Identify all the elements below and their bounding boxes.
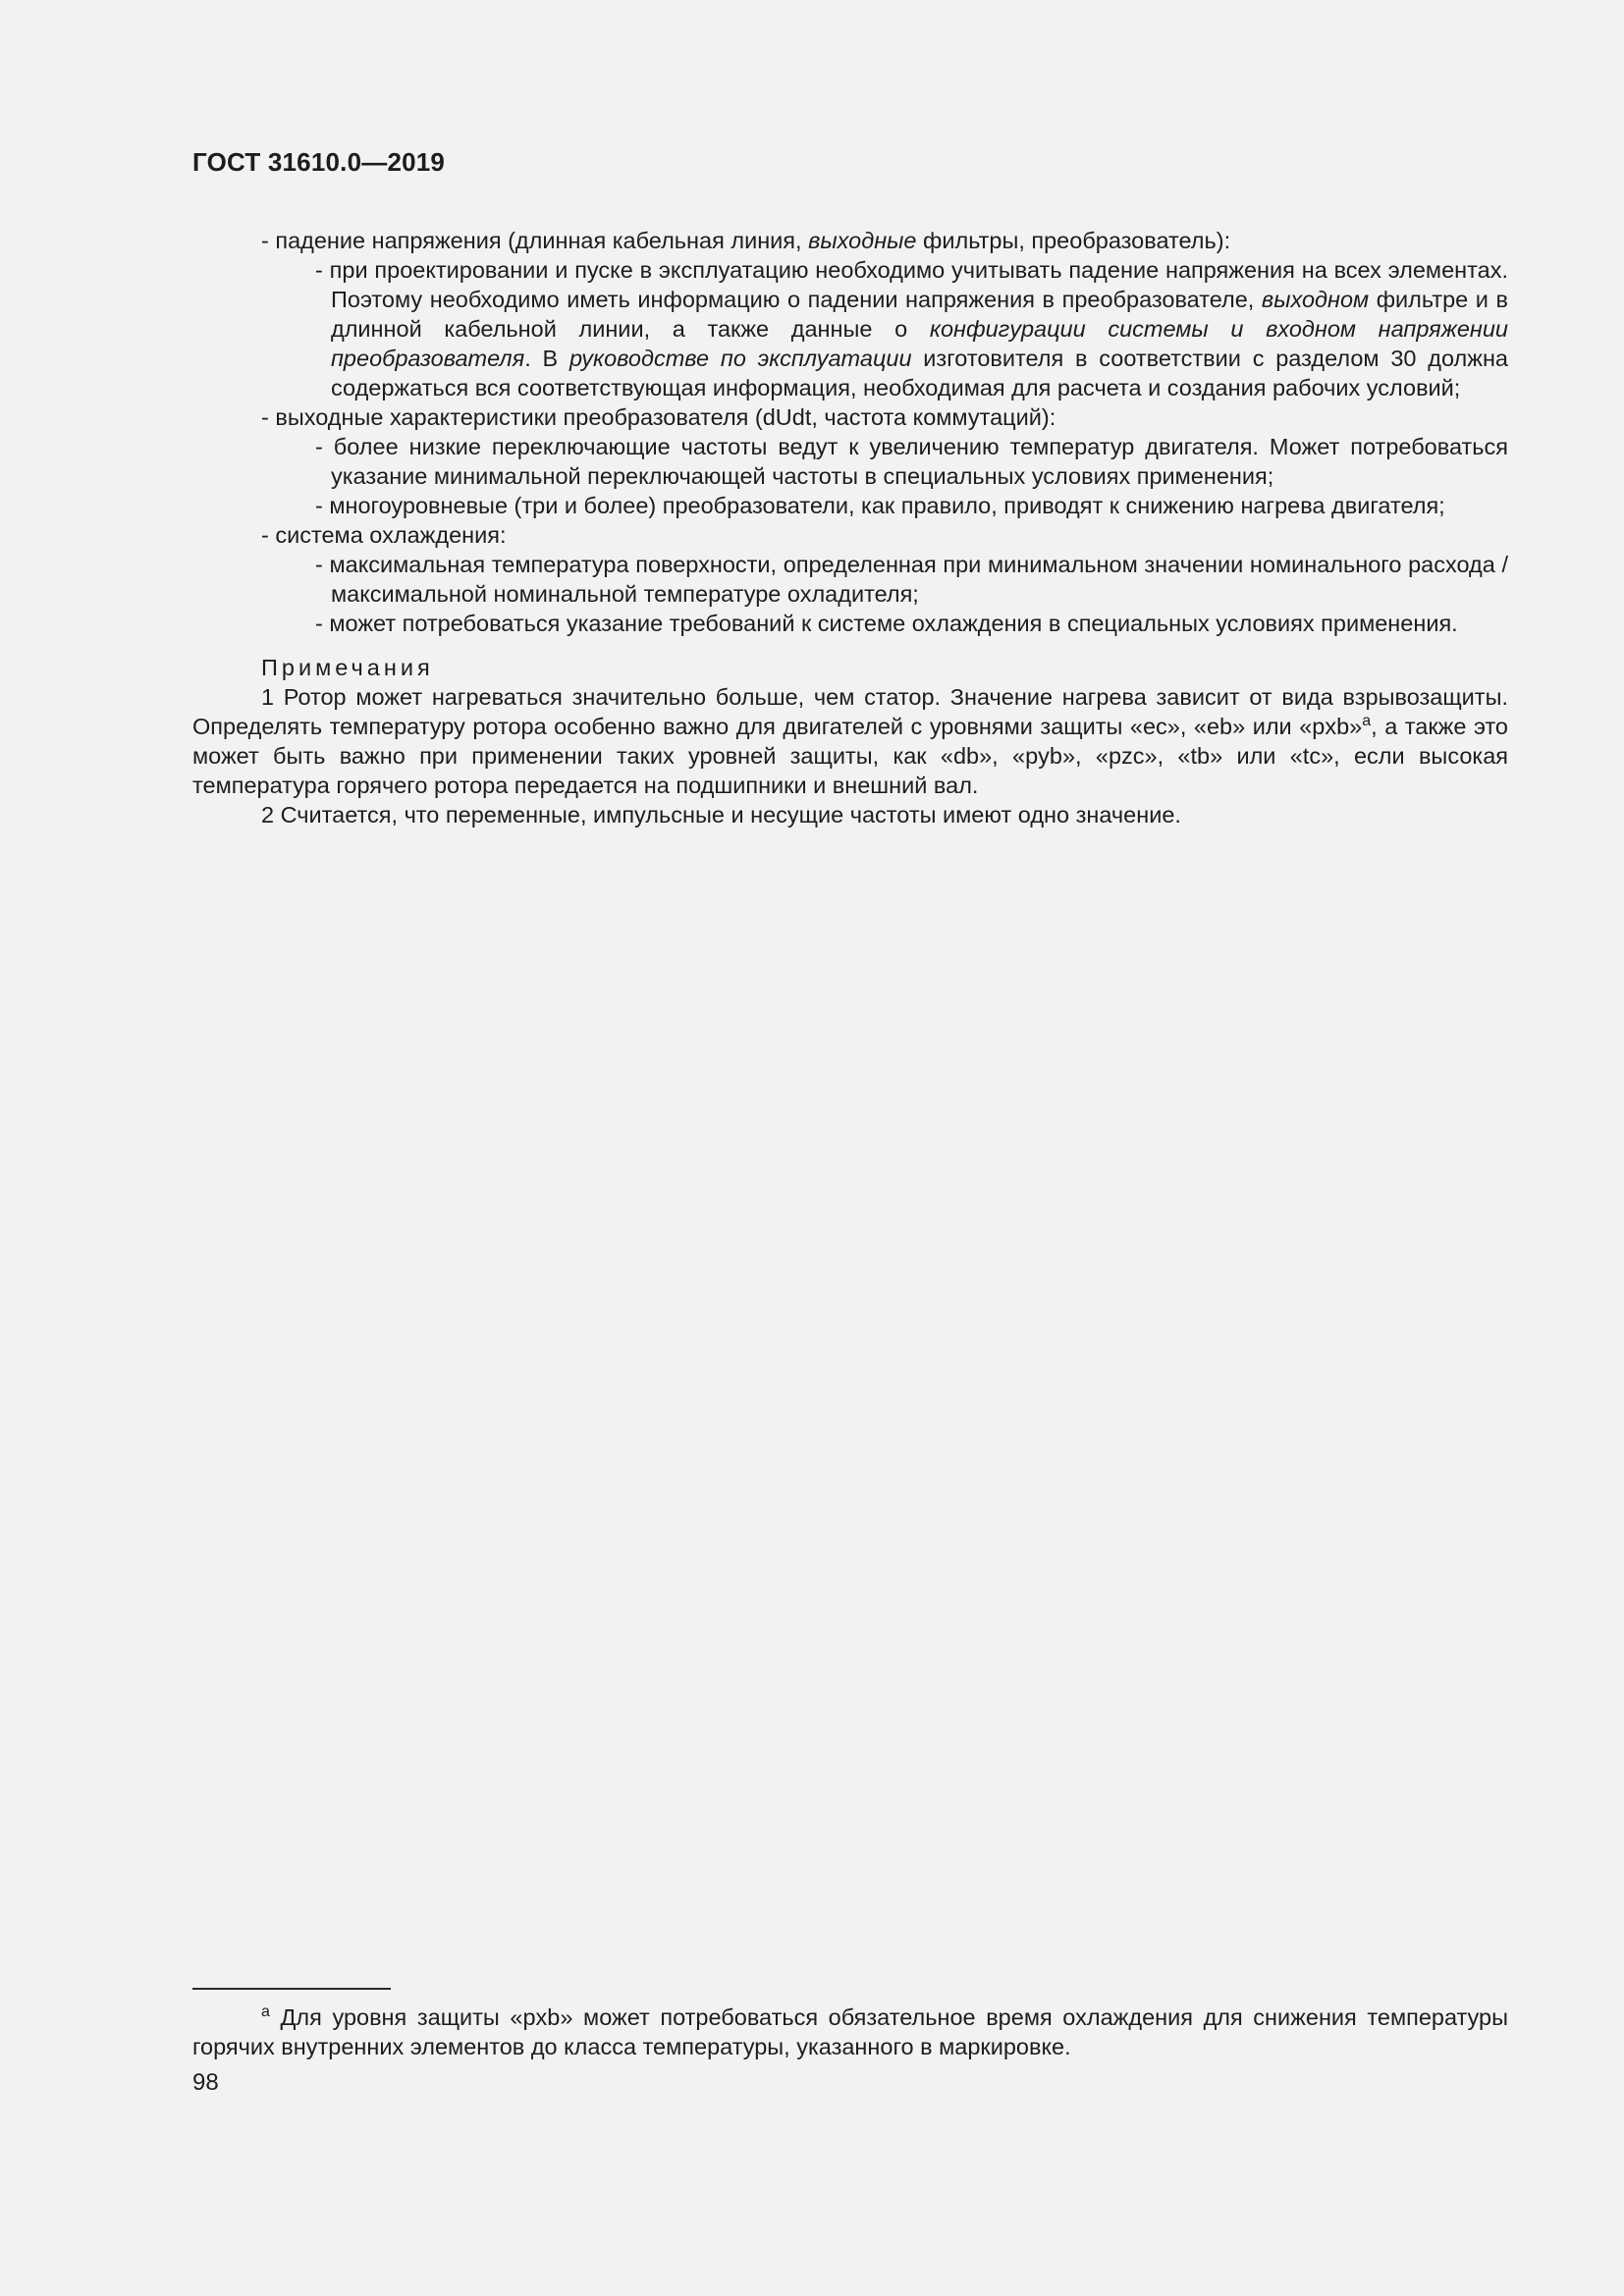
output-characteristics-item: - выходные характеристики преобразователя (dUdt, частота коммутаций): <box>261 404 1056 430</box>
page-number: 98 <box>192 2069 219 2096</box>
cooling-subitem-2: - может потребоваться указание требований к системе охлаждения в специальных условиях применения. <box>315 611 1458 636</box>
notes-title: Примечания <box>261 655 434 680</box>
voltage-drop-item: - падение напряжения (длинная кабельная линия, выходные фильтры, преобразователь): <box>261 228 1231 253</box>
note-1: 1 Ротор может нагреваться значительно больше, чем статор. Значение нагрева зависит от вида взрывозащиты. Определять температуру ротора особенно важно для двигателей с уровнями защиты «ec», «eb» или «pxb»$^a$, а также это может быть важно при применении таких уровней защиты, как «db», «pyb», «pzc», «tb» или «tc», если высокая температура горячего ротора передается на подшипники и внешний вал. <box>192 684 1509 798</box>
output-subitem-1: - более низкие переключающие частоты ведут к увеличению температур двигателя. Может потребоваться указание минимальной переключающей частоты в специальных условиях применения; <box>315 434 1508 489</box>
note-2: 2 Считается, что переменные, импульсные и несущие частоты имеют одно значение. <box>261 802 1181 828</box>
cooling-system-item: - система охлаждения: <box>261 522 507 548</box>
output-subitem-2: - многоуровневые (три и более) преобразователи, как правило, приводят к снижению нагрева двигателя; <box>315 493 1445 518</box>
footnote-divider <box>192 1988 391 1990</box>
cooling-subitem-1: - максимальная температура поверхности, определенная при минимальном значении номинального расхода /максимальной номинальной температуре охладителя; <box>315 552 1508 607</box>
voltage-drop-subitem: - при проектировании и пуске в эксплуатацию необходимо учитывать падение напряжения на всех элементах. Поэтому необходимо иметь информацию о падении напряжения в преобразователе, выходном фильтре и в длинной кабельной линии, а также данные о конфигурации системы и входном напряжении преобразователя. В руководстве по эксплуатации изготовителя в соответствии с разделом 30 должна содержаться вся соответствующая информация, необходимая для расчета и создания рабочих условий; <box>315 257 1508 400</box>
document-header: ГОСТ 31610.0—2019 <box>192 147 446 177</box>
page-content <box>192 226 1508 829</box>
footnote-reference: a <box>1362 713 1372 730</box>
footnote-marker: a <box>261 2003 270 2021</box>
footnote: $^a$ Для уровня защиты «pxb» может потребоваться обязательное время охлаждения для снижения температуры горячих внутренних элементов до класса температуры, указанного в маркировке. <box>192 2003 1508 2059</box>
